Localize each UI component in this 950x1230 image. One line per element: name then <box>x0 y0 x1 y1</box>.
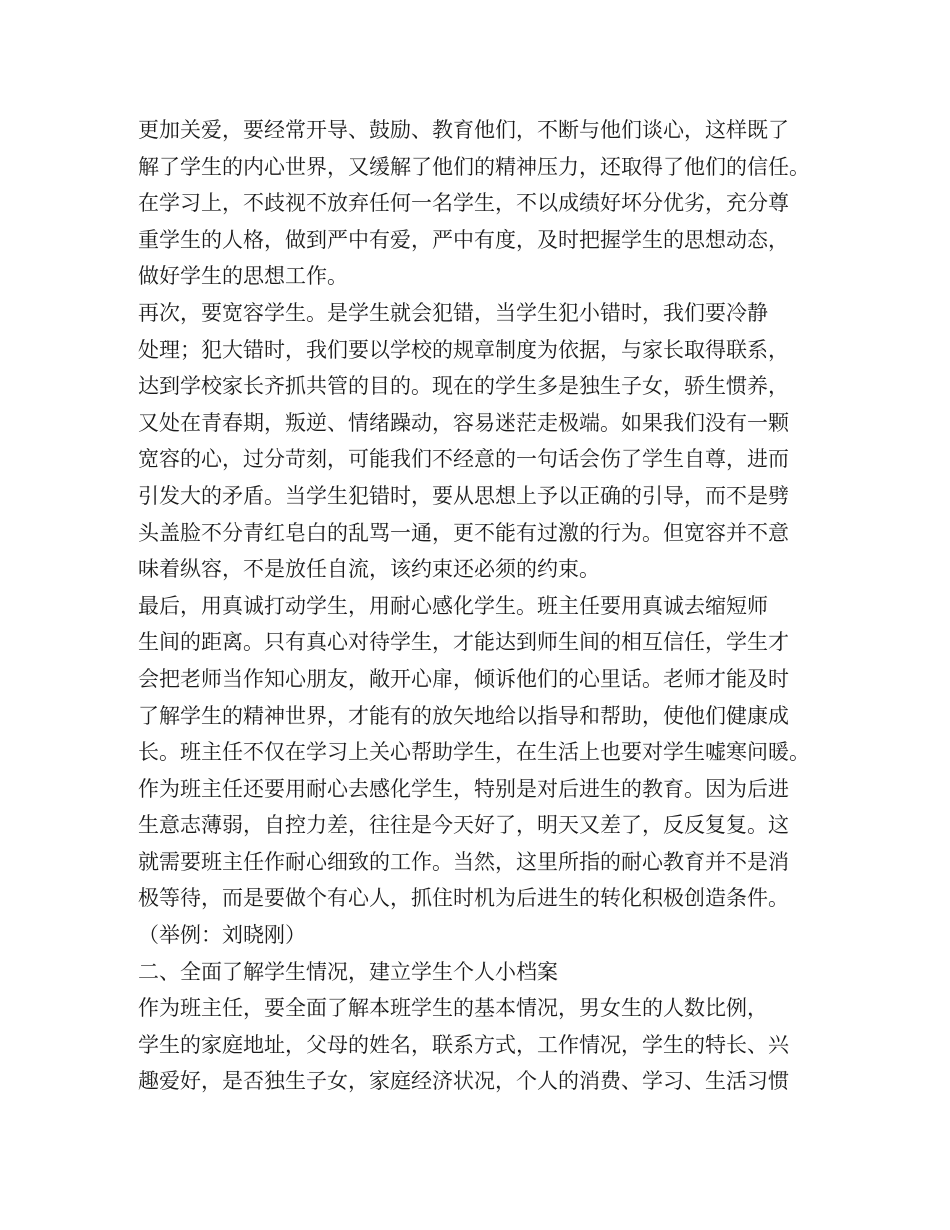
text-line: 就需要班主任作耐心细致的工作。当然，这里所指的耐心教育并不是消 <box>138 849 789 874</box>
text-line: 极等待，而是要做个有心人，抓住时机为后进生的转化积极创造条件。 <box>138 886 789 911</box>
text-line: 重学生的人格，做到严中有爱，严中有度，及时把握学生的思想动态， <box>138 227 789 252</box>
text-line: 会把老师当作知心朋友，敞开心扉，倾诉他们的心里话。老师才能及时 <box>138 666 789 691</box>
text-line: 再次，要宽容学生。是学生就会犯错，当学生犯小错时，我们要冷静 <box>138 300 768 325</box>
text-line: （举例：刘晓刚） <box>138 923 306 948</box>
document-body <box>138 112 838 1100</box>
text-line: 作为班主任还要用耐心去感化学生，特别是对后进生的教育。因为后进 <box>138 776 789 801</box>
text-line: 解了学生的内心世界，又缓解了他们的精神压力，还取得了他们的信任。 <box>138 154 810 179</box>
text-line: 生意志薄弱，自控力差，往往是今天好了，明天又差了，反反复复。这 <box>138 813 789 838</box>
text-line: 生间的距离。只有真心对待学生，才能达到师生间的相互信任，学生才 <box>138 630 789 655</box>
text-line: 引发大的矛盾。当学生犯错时，要从思想上予以正确的引导，而不是劈 <box>138 483 789 508</box>
text-line: 做好学生的思想工作。 <box>138 264 348 289</box>
text-line: 学生的家庭地址，父母的姓名，联系方式，工作情况，学生的特长、兴 <box>138 1032 789 1057</box>
text-line: 处理；犯大错时，我们要以学校的规章制度为依据，与家长取得联系， <box>138 337 789 362</box>
text-line: 头盖脸不分青红皂白的乱骂一通，更不能有过激的行为。但宽容并不意 <box>138 520 789 545</box>
text-line: 长。班主任不仅在学习上关心帮助学生，在生活上也要对学生嘘寒问暖。 <box>138 740 810 765</box>
section-heading: 二、全面了解学生情况，建立学生个人小档案 <box>138 959 558 984</box>
text-line: 作为班主任，要全面了解本班学生的基本情况，男女生的人数比例， <box>138 996 768 1021</box>
text-line: 最后，用真诚打动学生，用耐心感化学生。班主任要用真诚去缩短师 <box>138 593 768 618</box>
text-line: 味着纵容，不是放任自流，该约束还必须的约束。 <box>138 557 600 582</box>
text-line: 宽容的心，过分苛刻，可能我们不经意的一句话会伤了学生自尊，进而 <box>138 447 789 472</box>
text-line: 趣爱好，是否独生子女，家庭经济状况，个人的消费、学习、生活习惯 <box>138 1069 789 1094</box>
text-line: 在学习上，不歧视不放弃任何一名学生，不以成绩好坏分优劣，充分尊 <box>138 191 789 216</box>
text-line: 又处在青春期，叛逆、情绪躁动，容易迷茫走极端。如果我们没有一颗 <box>138 410 789 435</box>
text-line: 更加关爱，要经常开导、鼓励、教育他们，不断与他们谈心，这样既了 <box>138 118 789 142</box>
text-line: 达到学校家长齐抓共管的目的。现在的学生多是独生子女，骄生惯养， <box>138 374 789 399</box>
text-line: 了解学生的精神世界，才能有的放矢地给以指导和帮助，使他们健康成 <box>138 703 789 728</box>
